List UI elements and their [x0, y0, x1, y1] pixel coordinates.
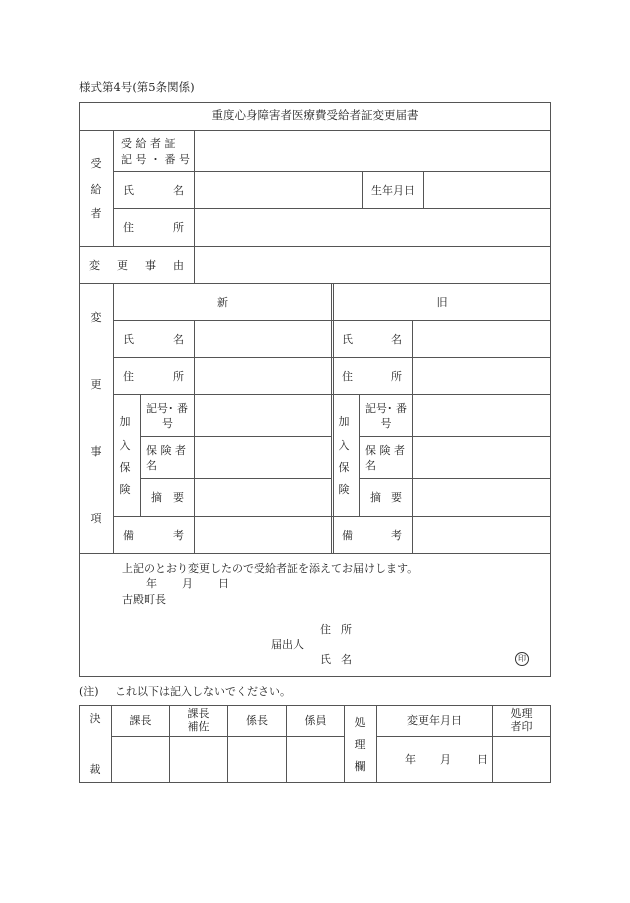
old-address-label-2: 所: [391, 370, 402, 383]
applicant-name-label-1: 氏: [320, 653, 331, 666]
changes-group-label-4: 項: [90, 512, 102, 525]
address-label-2: 所: [173, 221, 184, 234]
change-date-label: 変更年月日: [407, 714, 462, 727]
applicant-address-label-2: 所: [341, 623, 352, 636]
old-header: 旧: [436, 296, 448, 309]
new-remarks-label-2: 考: [173, 529, 184, 542]
reason-field[interactable]: [195, 247, 550, 283]
old-name-field[interactable]: [413, 321, 550, 357]
recipient-group-label-2: 給: [90, 183, 102, 196]
new-name-label-2: 名: [173, 333, 184, 346]
addressee: 古殿町長: [122, 593, 166, 606]
processor-seal-line2: 者印: [510, 720, 533, 733]
old-insurance-label-3: 保: [338, 461, 350, 474]
form-title: 重度心身障害者医療費受給者証変更届書: [211, 108, 419, 122]
reason-label-2: 更: [117, 259, 128, 272]
processor-seal-line1: 処理: [510, 707, 533, 720]
old-symbol-label-line1: 記号･ 番: [365, 402, 407, 415]
approval-label-1: 決: [89, 712, 101, 725]
approval-label-2: 裁: [89, 763, 101, 776]
processing-label-2: 理: [354, 738, 366, 751]
new-summary-label-2: 要: [173, 491, 184, 504]
new-insurance-label-3: 保: [119, 461, 131, 474]
new-symbol-label-line1: 記号･ 番: [146, 402, 188, 415]
new-symbol-label-line2: 号: [162, 417, 173, 430]
declaration-month: 月: [182, 577, 193, 590]
col-section-chief: 課長: [129, 714, 152, 727]
old-address-field[interactable]: [413, 358, 550, 394]
old-insurance-label-4: 険: [338, 483, 350, 496]
changes-group-label-1: 変: [90, 311, 102, 324]
old-summary-label-1: 摘: [370, 491, 381, 504]
old-summary-field[interactable]: [413, 479, 550, 516]
new-symbol-field[interactable]: [195, 395, 331, 436]
reason-label-3: 事: [145, 259, 156, 272]
new-name-label-1: 氏: [123, 333, 134, 346]
applicant-name-label-2: 名: [341, 653, 352, 666]
old-remarks-label-1: 備: [342, 529, 353, 542]
change-date-month: 月: [440, 753, 451, 766]
declaration-statement: 上記のとおり変更したので受給者証を添えてお届けします。: [122, 562, 419, 575]
seal-icon: 印: [515, 652, 529, 666]
new-address-label-1: 住: [123, 370, 134, 383]
new-insurance-label-1: 加: [119, 415, 131, 428]
address-label-1: 住: [123, 221, 134, 234]
new-insurance-label-4: 険: [119, 483, 131, 496]
old-insurance-label-2: 入: [338, 439, 350, 452]
name-label-1: 氏: [123, 184, 134, 197]
applicant-address-label-1: 住: [320, 623, 331, 636]
birth-date-label: 生年月日: [371, 184, 415, 197]
declaration-day: 日: [218, 577, 229, 590]
changes-group-label-2: 更: [90, 378, 102, 391]
col-subsection-chief: 係長: [246, 714, 268, 727]
old-insurer-field[interactable]: [413, 437, 550, 478]
birth-date-field[interactable]: [424, 172, 550, 208]
declaration-year: 年: [146, 577, 157, 590]
new-address-label-2: 所: [173, 370, 184, 383]
new-insurer-label-line2: 名: [146, 459, 157, 472]
changes-group-label-3: 事: [90, 445, 102, 458]
new-summary-label-1: 摘: [151, 491, 162, 504]
new-address-field[interactable]: [195, 358, 331, 394]
col-deputy-chief-line2: 補佐: [187, 720, 210, 733]
section-chief-stamp-field[interactable]: [112, 737, 169, 781]
old-name-label-1: 氏: [342, 333, 353, 346]
cert-number-field[interactable]: [195, 131, 550, 171]
new-header: 新: [217, 296, 228, 309]
processing-label-1: 処: [354, 716, 366, 729]
old-symbol-field[interactable]: [413, 395, 550, 436]
change-date-day: 日: [477, 753, 488, 766]
old-symbol-label-line2: 号: [380, 417, 392, 430]
cert-label-line2: 記 号 ・ 番 号: [121, 153, 190, 166]
processing-label-3: 欄: [354, 760, 366, 773]
recipient-group-label-3: 者: [90, 207, 102, 220]
reason-label-1: 変: [89, 259, 100, 272]
new-insurer-field[interactable]: [195, 437, 331, 478]
new-name-field[interactable]: [195, 321, 331, 357]
deputy-chief-stamp-field[interactable]: [170, 737, 227, 781]
old-address-label-1: 住: [342, 370, 353, 383]
col-staff: 係員: [304, 714, 327, 727]
form-number: 様式第4号(第5条関係): [79, 80, 195, 94]
staff-stamp-field[interactable]: [287, 737, 344, 781]
old-remarks-label-2: 考: [391, 529, 402, 542]
applicant-label: 届出人: [271, 638, 304, 651]
recipient-group-label-1: 受: [90, 157, 102, 170]
new-summary-field[interactable]: [195, 479, 331, 516]
change-date-year: 年: [405, 753, 416, 766]
note-text: これ以下は記入しないでください。: [115, 685, 291, 698]
old-name-label-2: 名: [391, 333, 402, 346]
subsection-chief-stamp-field[interactable]: [228, 737, 286, 781]
old-insurer-label-line1: 保 険 者: [365, 444, 405, 457]
new-insurer-label-line1: 保 険 者: [146, 444, 186, 457]
new-remarks-label-1: 備: [123, 529, 134, 542]
note-prefix: (注): [79, 685, 99, 698]
name-label-2: 名: [173, 184, 184, 197]
recipient-address-field[interactable]: [195, 209, 550, 246]
new-remarks-field[interactable]: [195, 517, 331, 553]
recipient-name-field[interactable]: [195, 172, 362, 208]
old-remarks-field[interactable]: [413, 517, 550, 553]
cert-label-line1: 受 給 者 証: [121, 137, 176, 150]
old-insurance-label-1: 加: [338, 415, 350, 428]
new-insurance-label-2: 入: [119, 439, 131, 452]
old-insurer-label-line2: 名: [365, 459, 376, 472]
reason-label-4: 由: [173, 259, 184, 272]
processor-seal-field[interactable]: [493, 737, 549, 781]
old-summary-label-2: 要: [391, 491, 402, 504]
col-deputy-chief-line1: 課長: [187, 707, 210, 720]
